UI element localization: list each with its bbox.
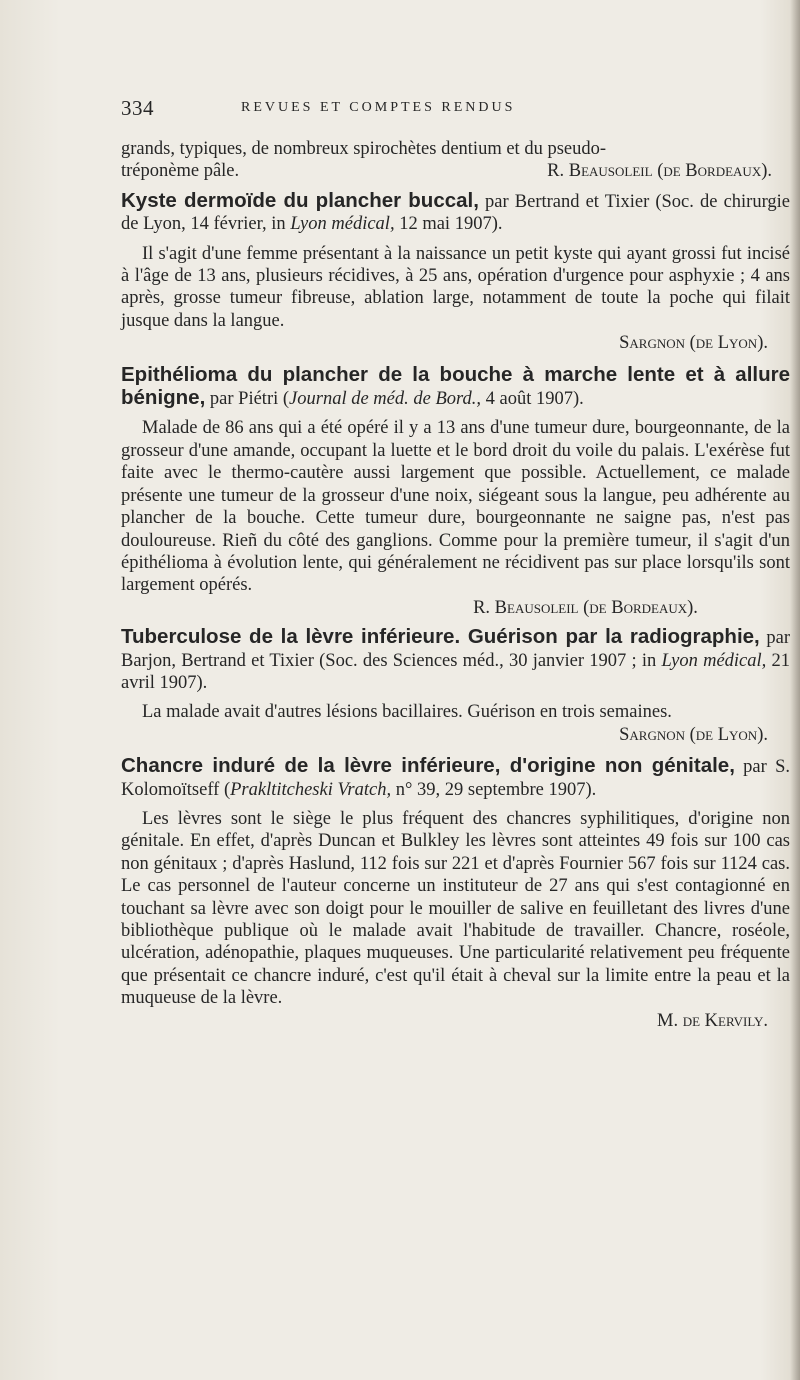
- tuberculose-title: Tuberculose de la lèvre inférieure. Guérison par la radiographie,: [121, 625, 760, 649]
- epitheliome-title: Epithélioma du plancher de la bouche à marche lente et à allure bénigne,: [121, 362, 790, 410]
- tuberculose-heading: [121, 626, 790, 694]
- kyste-body: Il s'agit d'une femme présentant à la naissance un petit kyste qui ayant grossi fut incisé à l'âge de 13 ans, plusieurs récidives, à 25 ans, opération d'urgence pour asphyxie ; 4 ans après, grosse tumeur fibreuse, ablation large, notamment de toute la poche qui filait jusque dans la langue.: [121, 243, 790, 331]
- chancre-body: Les lèvres sont le siège le plus fréquent des chancres syphilitiques, d'origine non génitale. En effet, d'après Duncan et Bulkley les lèvres sont atteintes 49 fois sur 100 cas non génitaux ; d'après Haslund, 112 fois sur 221 et d'après Fournier 567 fois sur 1124 cas. Le cas personnel de l'auteur concerne un instituteur de 27 ans qui s'est contagionné en touchant sa lèvre avec son doigt pour le mouiller de salive en feuilletant des livres d'une bibliothèque publique où le malade avait l'habitude de travailler. Chancre, roséole, ulcération, adénopathie, plaques muqueuses. Une particularité relativement peu fréquente que présentait ce chancre induré, c'est qu'il était à cheval sur la limite entre la peau et la muqueuse de la lèvre.: [121, 808, 790, 1009]
- signature-beausoleil-1: R. Beausoleil (de Bordeaux).: [547, 161, 772, 182]
- chancre-journal: Prakltitcheski Vratch,: [230, 779, 392, 800]
- kyste-heading: [121, 190, 790, 236]
- signature-sargnon-2: [121, 724, 790, 746]
- signature-sargnon-1-text: Sargnon (de Lyon).: [619, 333, 768, 354]
- tuberculose-citation: par Barjon, Bertrand et Tixier (Soc. des Sciences méd., 30 janvier 1907 ; in: [121, 628, 790, 671]
- signature-beausoleil-2-text: R. Beausoleil (de Bordeaux).: [473, 597, 698, 618]
- chancre-heading: [121, 755, 790, 801]
- signature-sargnon-2-text: Sargnon (de Lyon).: [619, 724, 768, 745]
- kyste-title: Kyste dermoïde du plancher buccal,: [121, 188, 479, 212]
- epitheliome-heading: [121, 364, 790, 411]
- page-body: [121, 138, 790, 1032]
- tuberculose-journal: Lyon médical,: [661, 650, 767, 671]
- running-title: REVUES ET COMPTES RENDUS: [241, 100, 516, 115]
- signature-kervily-text: M. de Kervily.: [657, 1010, 768, 1031]
- kyste-date: 12 mai 1907).: [394, 214, 503, 235]
- epitheliome-date: 4 août 1907).: [481, 389, 584, 410]
- signature-sargnon-1: [121, 332, 790, 354]
- epitheliome-body: Malade de 86 ans qui a été opéré il y a 13 ans d'une tumeur dure, bourgeonnante, de la grosseur d'une amande, occupant la luette et le bord droit du voile du palais. L'exérèse fut faite avec le thermo-cautère aussi largement que possible. Actuellement, ce malade présente une tumeur de la grosseur d'une noix, siégeant sous la langue, peu adhérente au plancher de la bouche. Cette tumeur dure, bourgeonnante ne saigne pas, n'est pas douloureuse. Rieñ du côté des ganglions. Comme pour la première tumeur, il s'agit d'un épithélioma à évolution lente, qui généralement ne récidivent pas sur place lorsqu'ils sont largement opérés.: [121, 418, 790, 596]
- tuberculose-date: 21 avril 1907).: [121, 650, 791, 693]
- page-edge-shadow: [790, 0, 800, 1380]
- kyste-citation: par Bertrand et Tixier (Soc. de chirurgie de Lyon, 14 février, in: [121, 191, 791, 235]
- signature-kervily: [121, 1010, 790, 1032]
- tuberculose-body: La malade avait d'autres lésions bacillaires. Guérison en trois semaines.: [142, 702, 672, 723]
- continuation-line-2: [121, 160, 790, 182]
- epitheliome-citation: par Piétri (: [205, 389, 290, 410]
- epitheliome-journal: Journal de méd. de Bord.,: [289, 389, 482, 410]
- page-header: [121, 96, 761, 122]
- signature-beausoleil-2: [121, 597, 790, 619]
- kyste-journal: Lyon médical,: [290, 214, 395, 235]
- page-number: 334: [121, 96, 154, 120]
- chancre-title: Chancre induré de la lèvre inférieure, d'origine non génitale,: [121, 754, 735, 778]
- chancre-date: n° 39, 29 septembre 1907).: [391, 779, 597, 800]
- continuation-line-1: grands, typiques, de nombreux spirochètes dentium et du pseudo-: [121, 139, 607, 159]
- continuation-end: tréponème pâle.: [121, 161, 240, 182]
- chancre-citation: par S. Kolomoïtseff (: [121, 757, 790, 800]
